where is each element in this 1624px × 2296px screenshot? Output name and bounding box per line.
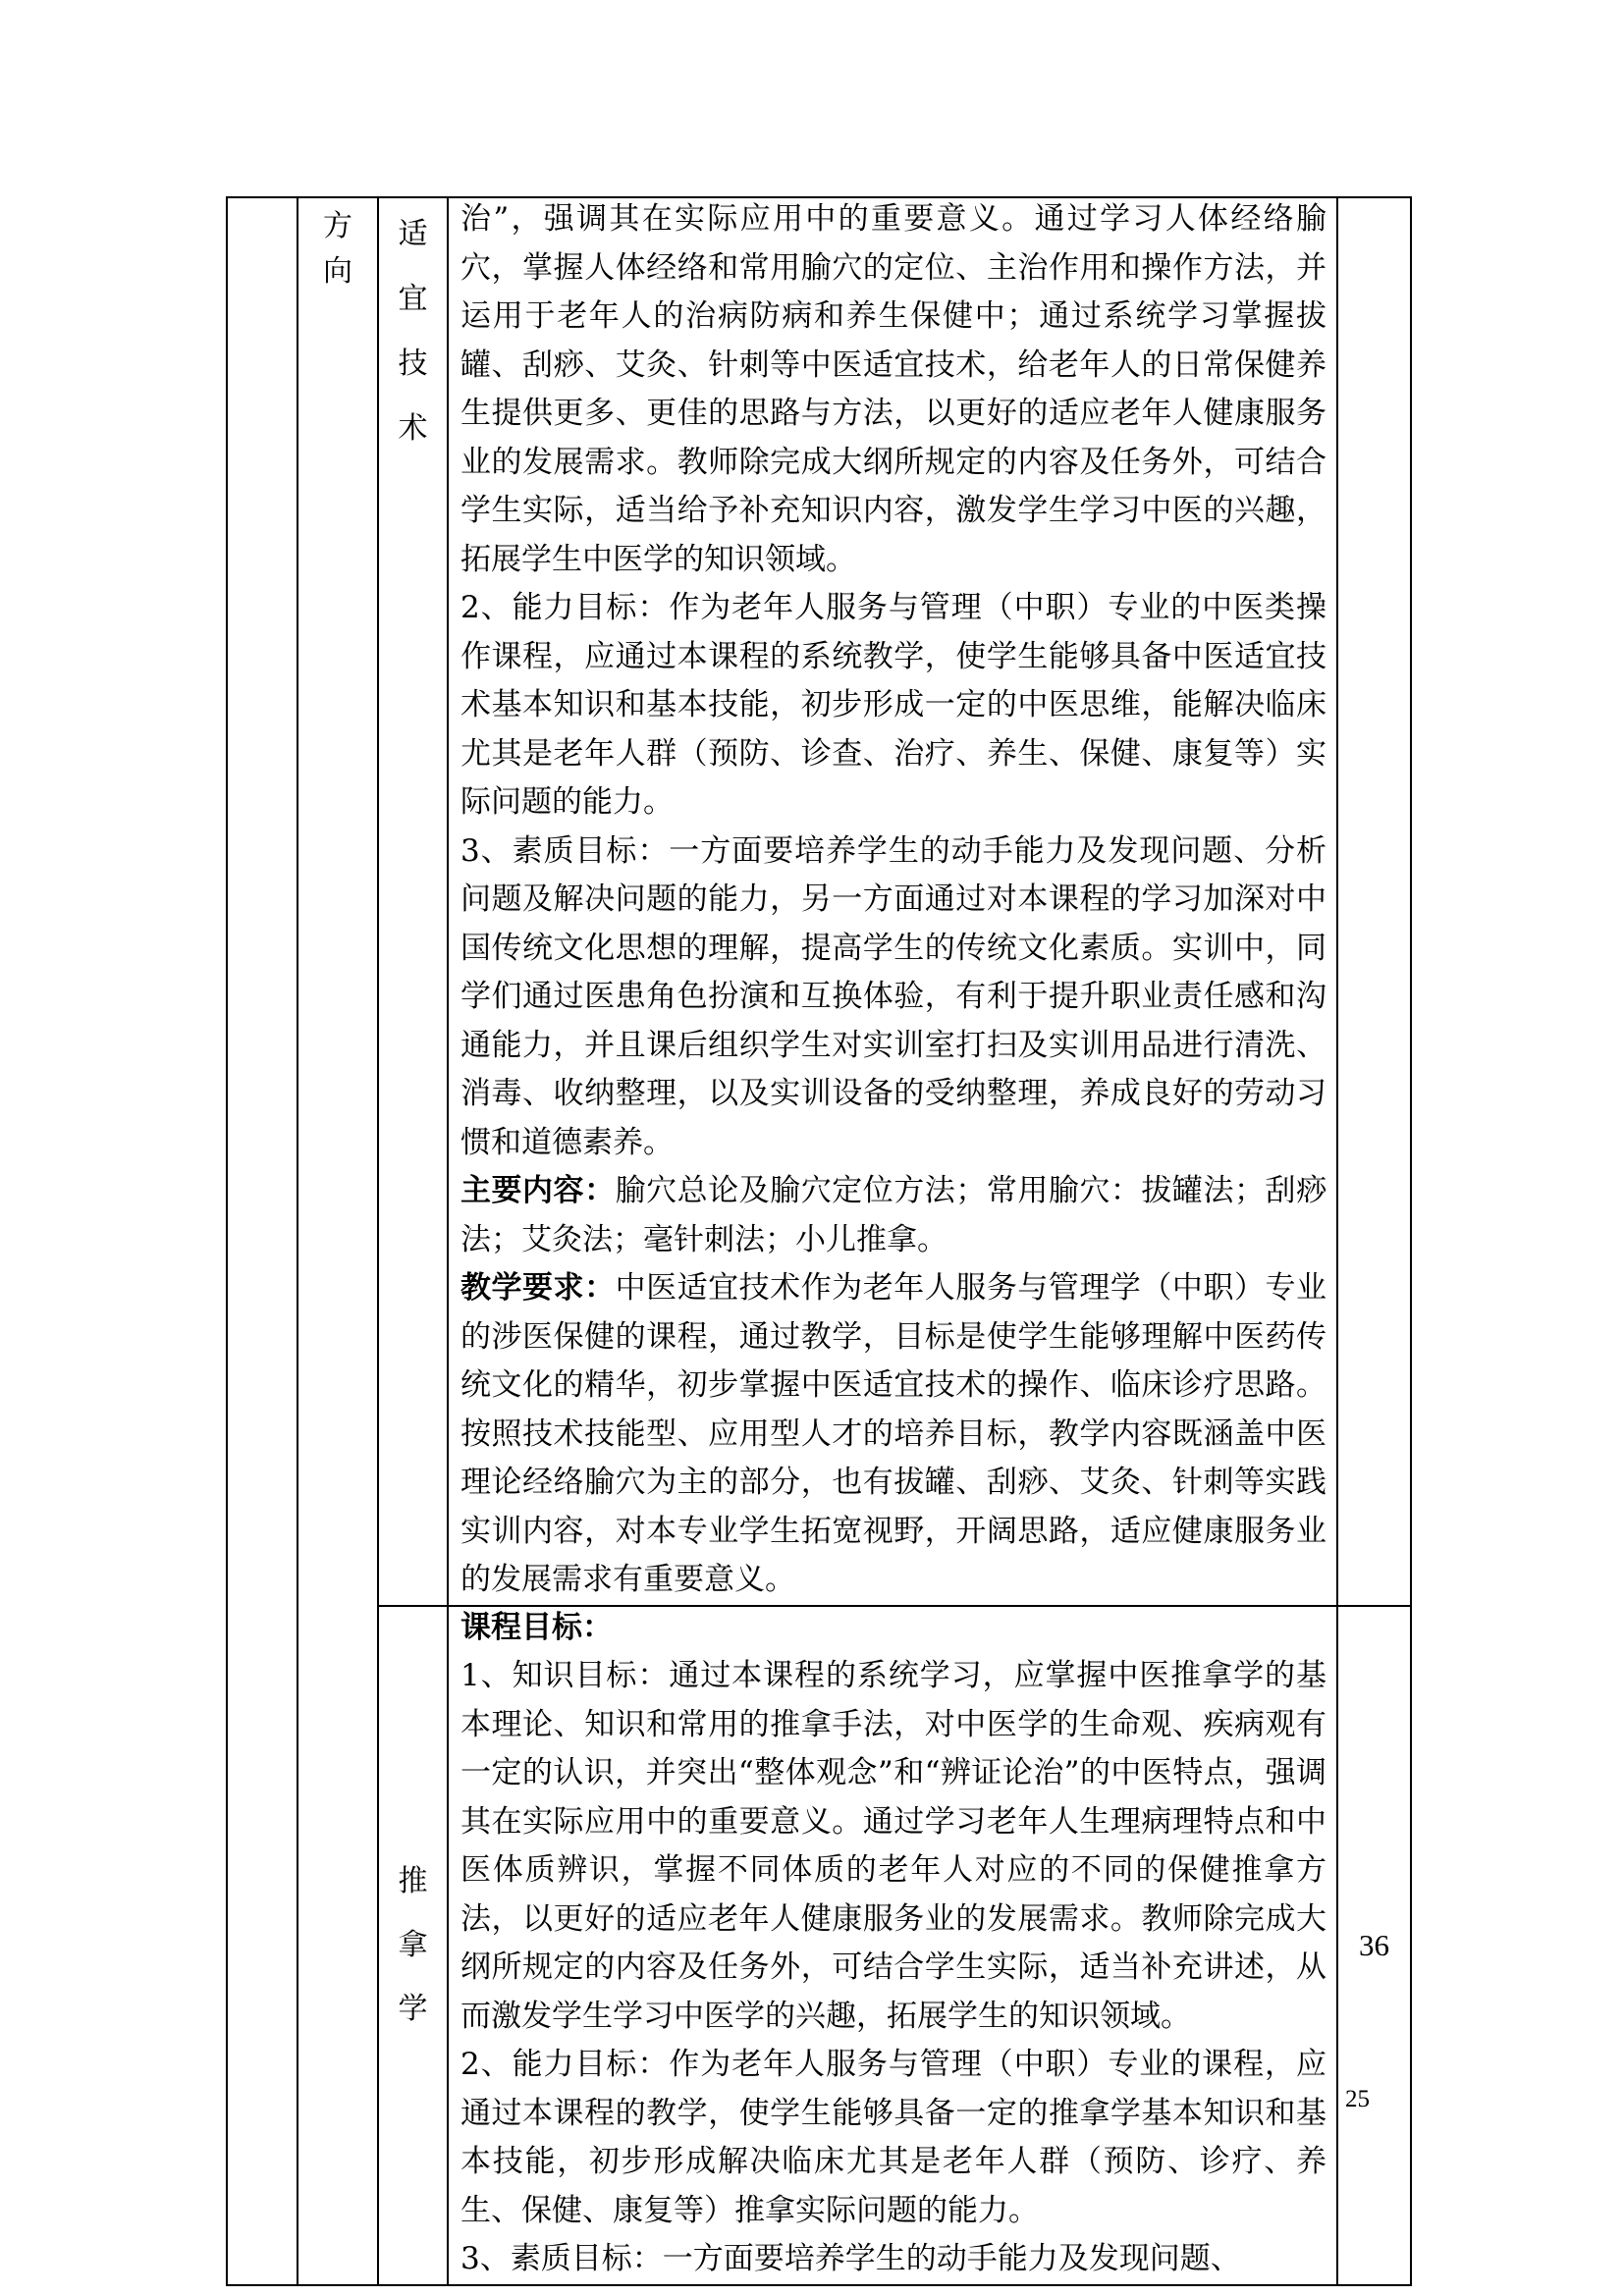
direction-cell [298, 197, 378, 2285]
course-name-cell [378, 1606, 448, 2285]
table-row [227, 1606, 1411, 2285]
main-content-text: 腧穴总论及腧穴定位方法；常用腧穴：拔罐法；刮痧法；艾灸法；毫针刺法；小儿推拿。 [460, 1173, 1326, 1257]
course-content-cell [448, 197, 1337, 1606]
teaching-requirement-text: 中医适宜技术作为老年人服务与管理学（中职）专业的涉医保健的课程，通过教学，目标是使学生能够理解中医药传统文化的精华，初步掌握中医适宜技术的操作、临床诊疗思路。按照技术技能型、应用型人才的培养目标，教学内容既涵盖中医理论经络腧穴为主的部分，也有拔罐、刮痧、艾灸、针刺等实践实训内容，对本专业学生拓宽视野，开阔思路，适应健康服务业的发展需求有重要意义。 [460, 1270, 1326, 1597]
main-content-label: 主要内容： [460, 1173, 616, 1208]
empty-category-cell [227, 197, 298, 2285]
curriculum-table [226, 196, 1412, 2286]
paragraph: 2、能力目标：作为老年人服务与管理（中职）专业的课程，应通过本课程的教学，使学生能够具备一定的推拿学基本知识和基本技能，初步形成解决临床尤其是老年人群（预防、诊疗、养生、保健、康复等）推拿实际问题的能力。 [460, 2047, 1326, 2228]
course-name: 推 拿 学 [398, 1864, 428, 2026]
hours-cell [1337, 197, 1411, 1606]
direction-label: 方 向 [323, 209, 352, 289]
table-row [227, 197, 1411, 1606]
course-name: 适 宜 技 术 [398, 217, 428, 446]
paragraph: 1、知识目标：通过本课程的系统学习，应掌握中医推拿学的基本理论、知识和常用的推拿手法，对中医学的生命观、疾病观有一定的认识，并突出“整体观念”和“辨证论治”的中医特点，强调其在实际应用中的重要意义。通过学习老年人生理病理特点和中医体质辨识，掌握不同体质的老年人对应的不同的保健推拿方法，以更好的适应老年人健康服务业的发展需求。教师除完成大纲所规定的内容及任务外，可结合学生实际，适当补充讲述，从而激发学生学习中医学的兴趣，拓展学生的知识领域。 [460, 1658, 1326, 2034]
paragraph: 治”，强调其在实际应用中的重要意义。通过学习人体经络腧穴，掌握人体经络和常用腧穴的定位、主治作用和操作方法，并运用于老年人的治病防病和养生保健中；通过系统学习掌握拔罐、刮痧、艾灸、针刺等中医适宜技术，给老年人的日常保健养生提供更多、更佳的思路与方法，以更好的适应老年人健康服务业的发展需求。教师除完成大纲所规定的内容及任务外，可结合学生实际，适当给予补充知识内容，激发学生学习中医的兴趣，拓展学生中医学的知识领域。 [460, 201, 1326, 577]
paragraph: 3、素质目标：一方面要培养学生的动手能力及发现问题、 [460, 2241, 1241, 2276]
teaching-requirement-label: 教学要求： [460, 1270, 616, 1306]
course-goals-label: 课程目标： [460, 1609, 613, 1645]
teaching-requirement-paragraph [460, 1264, 1326, 1605]
paragraph: 3、素质目标：一方面要培养学生的动手能力及发现问题、分析问题及解决问题的能力，另一方面通过对本课程的学习加深对中国传统文化思想的理解，提高学生的传统文化素质。实训中，同学们通过医患角色扮演和互换体验，有利于提升职业责任感和沟通能力，并且课后组织学生对实训室打扫及实训用品进行清洗、消毒、收纳整理，以及实训设备的受纳整理，养成良好的劳动习惯和道德素养。 [460, 832, 1326, 1160]
main-content-paragraph [460, 1167, 1326, 1264]
paragraph: 2、能力目标：作为老年人服务与管理（中职）专业的中医类操作课程，应通过本课程的系统教学，使学生能够具备中医适宜技术基本知识和基本技能，初步形成一定的中医思维，能解决临床尤其是老年人群（预防、诊查、治疗、养生、保健、康复等）实际问题的能力。 [460, 590, 1326, 820]
page-number: 25 [1345, 2086, 1370, 2112]
course-content [449, 1604, 1336, 2284]
course-name-cell [378, 197, 448, 1606]
hours-value: 36 [1359, 1927, 1389, 1962]
hours-cell [1337, 1606, 1411, 2285]
course-content [449, 195, 1336, 1605]
course-content-cell [448, 1606, 1337, 2285]
